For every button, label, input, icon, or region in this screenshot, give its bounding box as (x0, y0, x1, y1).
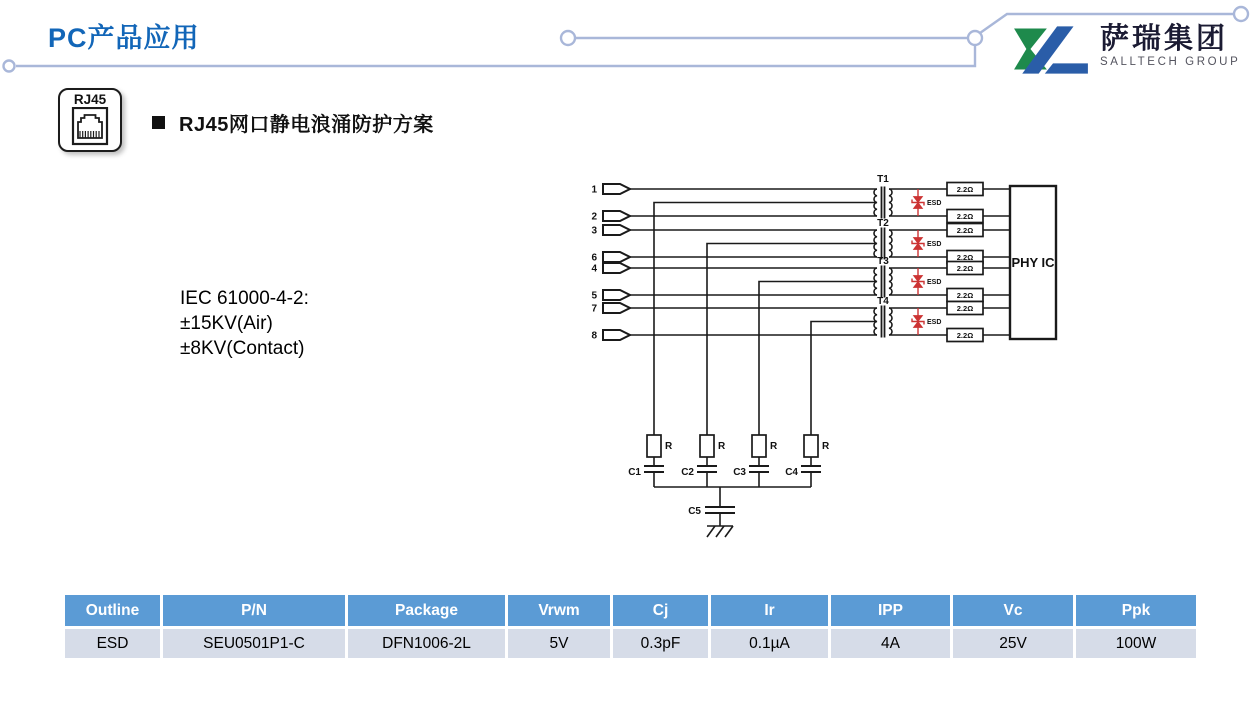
transformer-label: T3 (877, 256, 889, 267)
resistor-value: 2.2Ω (956, 291, 974, 300)
resistor-value: 2.2Ω (956, 264, 974, 273)
capacitor-label: C4 (785, 467, 798, 478)
cell-package: DFN1006-2L (348, 629, 505, 658)
table-row (65, 629, 1196, 658)
pin-connector (603, 263, 630, 273)
transformer-label: T1 (877, 174, 889, 185)
page-title: PC产品应用 (48, 23, 200, 53)
capacitor-label: C1 (628, 467, 641, 478)
resistor-box (804, 435, 818, 457)
cell-ir: 0.1µA (711, 629, 828, 658)
cell-pn: SEU0501P1-C (163, 629, 345, 658)
esd-label: ESD (927, 319, 942, 326)
resistor-box (647, 435, 661, 457)
spec-line-2: ±15KV(Air) (180, 313, 273, 334)
section-heading: RJ45网口静电浪涌防护方案 (179, 114, 434, 136)
col-header-ppk: Ppk (1076, 595, 1196, 626)
primary-wires (630, 189, 877, 335)
col-header-vrwm: Vrwm (508, 595, 610, 626)
pin-label: 8 (591, 330, 597, 342)
table-header-row (65, 595, 1196, 626)
logo-group-name: SALLTECH GROUP (1100, 56, 1241, 68)
cell-outline: ESD (65, 629, 160, 658)
pin-connector (603, 290, 630, 300)
cell-ipp: 4A (831, 629, 950, 658)
pin-label: 7 (591, 303, 597, 315)
cell-ppk: 100W (1076, 629, 1196, 658)
spec-line-3: ±8KV(Contact) (180, 338, 305, 359)
transformer-label: T4 (877, 296, 889, 307)
resistor-value: 2.2Ω (956, 331, 974, 340)
pin-label: 1 (591, 184, 597, 196)
isolation-transformers (874, 174, 892, 338)
cell-vrwm: 5V (508, 629, 610, 658)
pin-label: 2 (591, 211, 597, 223)
resistor-value: 2.2Ω (956, 185, 974, 194)
resistor-ref-label: R (822, 441, 830, 452)
esd-tvs-diodes (912, 189, 941, 335)
phy-ic-block (1010, 186, 1056, 339)
transformer-label: T2 (877, 218, 889, 229)
pin-label: 5 (591, 290, 597, 302)
pin-connector (603, 211, 630, 221)
pin-connector (603, 225, 630, 235)
cell-vc: 25V (953, 629, 1073, 658)
col-header-outline: Outline (65, 595, 160, 626)
esd-label: ESD (927, 279, 942, 286)
pin-label: 6 (591, 252, 597, 264)
resistor-ref-label: R (770, 441, 778, 452)
resistor-box (752, 435, 766, 457)
pin-connector (603, 184, 630, 194)
col-header-ir: Ir (711, 595, 828, 626)
resistor-box (700, 435, 714, 457)
resistor-ref-label: R (718, 441, 726, 452)
col-header-vc: Vc (953, 595, 1073, 626)
pin-connector (603, 330, 630, 340)
resistor-value: 2.2Ω (956, 212, 974, 221)
pin-label: 3 (591, 225, 597, 237)
capacitor-label: C2 (681, 467, 694, 478)
series-resistors (947, 183, 983, 342)
resistor-value: 2.2Ω (956, 226, 974, 235)
center-tap-network (628, 203, 877, 538)
pin-connector (603, 252, 630, 262)
esd-parameter-table (62, 592, 1199, 661)
col-header-ipp: IPP (831, 595, 950, 626)
resistor-ref-label: R (665, 441, 673, 452)
capacitor-label: C3 (733, 467, 746, 478)
esd-label: ESD (927, 200, 942, 207)
col-header-pn: P/N (163, 595, 345, 626)
capacitor-label: C5 (688, 506, 701, 517)
resistor-value: 2.2Ω (956, 253, 974, 262)
ground-symbol (707, 526, 733, 537)
logo-company-name: 萨瑞集团 (1100, 23, 1229, 55)
phy-ic-label: PHY IC (1011, 255, 1055, 270)
resistor-value: 2.2Ω (956, 304, 974, 313)
col-header-package: Package (348, 595, 505, 626)
rj45-icon-label: RJ45 (73, 92, 107, 107)
col-header-cj: Cj (613, 595, 708, 626)
rj45-pin-connectors (591, 184, 630, 342)
pin-connector (603, 303, 630, 313)
spec-line-1: IEC 61000-4-2: (180, 288, 309, 309)
esd-label: ESD (927, 241, 942, 248)
cell-cj: 0.3pF (613, 629, 708, 658)
pin-label: 4 (591, 263, 597, 275)
